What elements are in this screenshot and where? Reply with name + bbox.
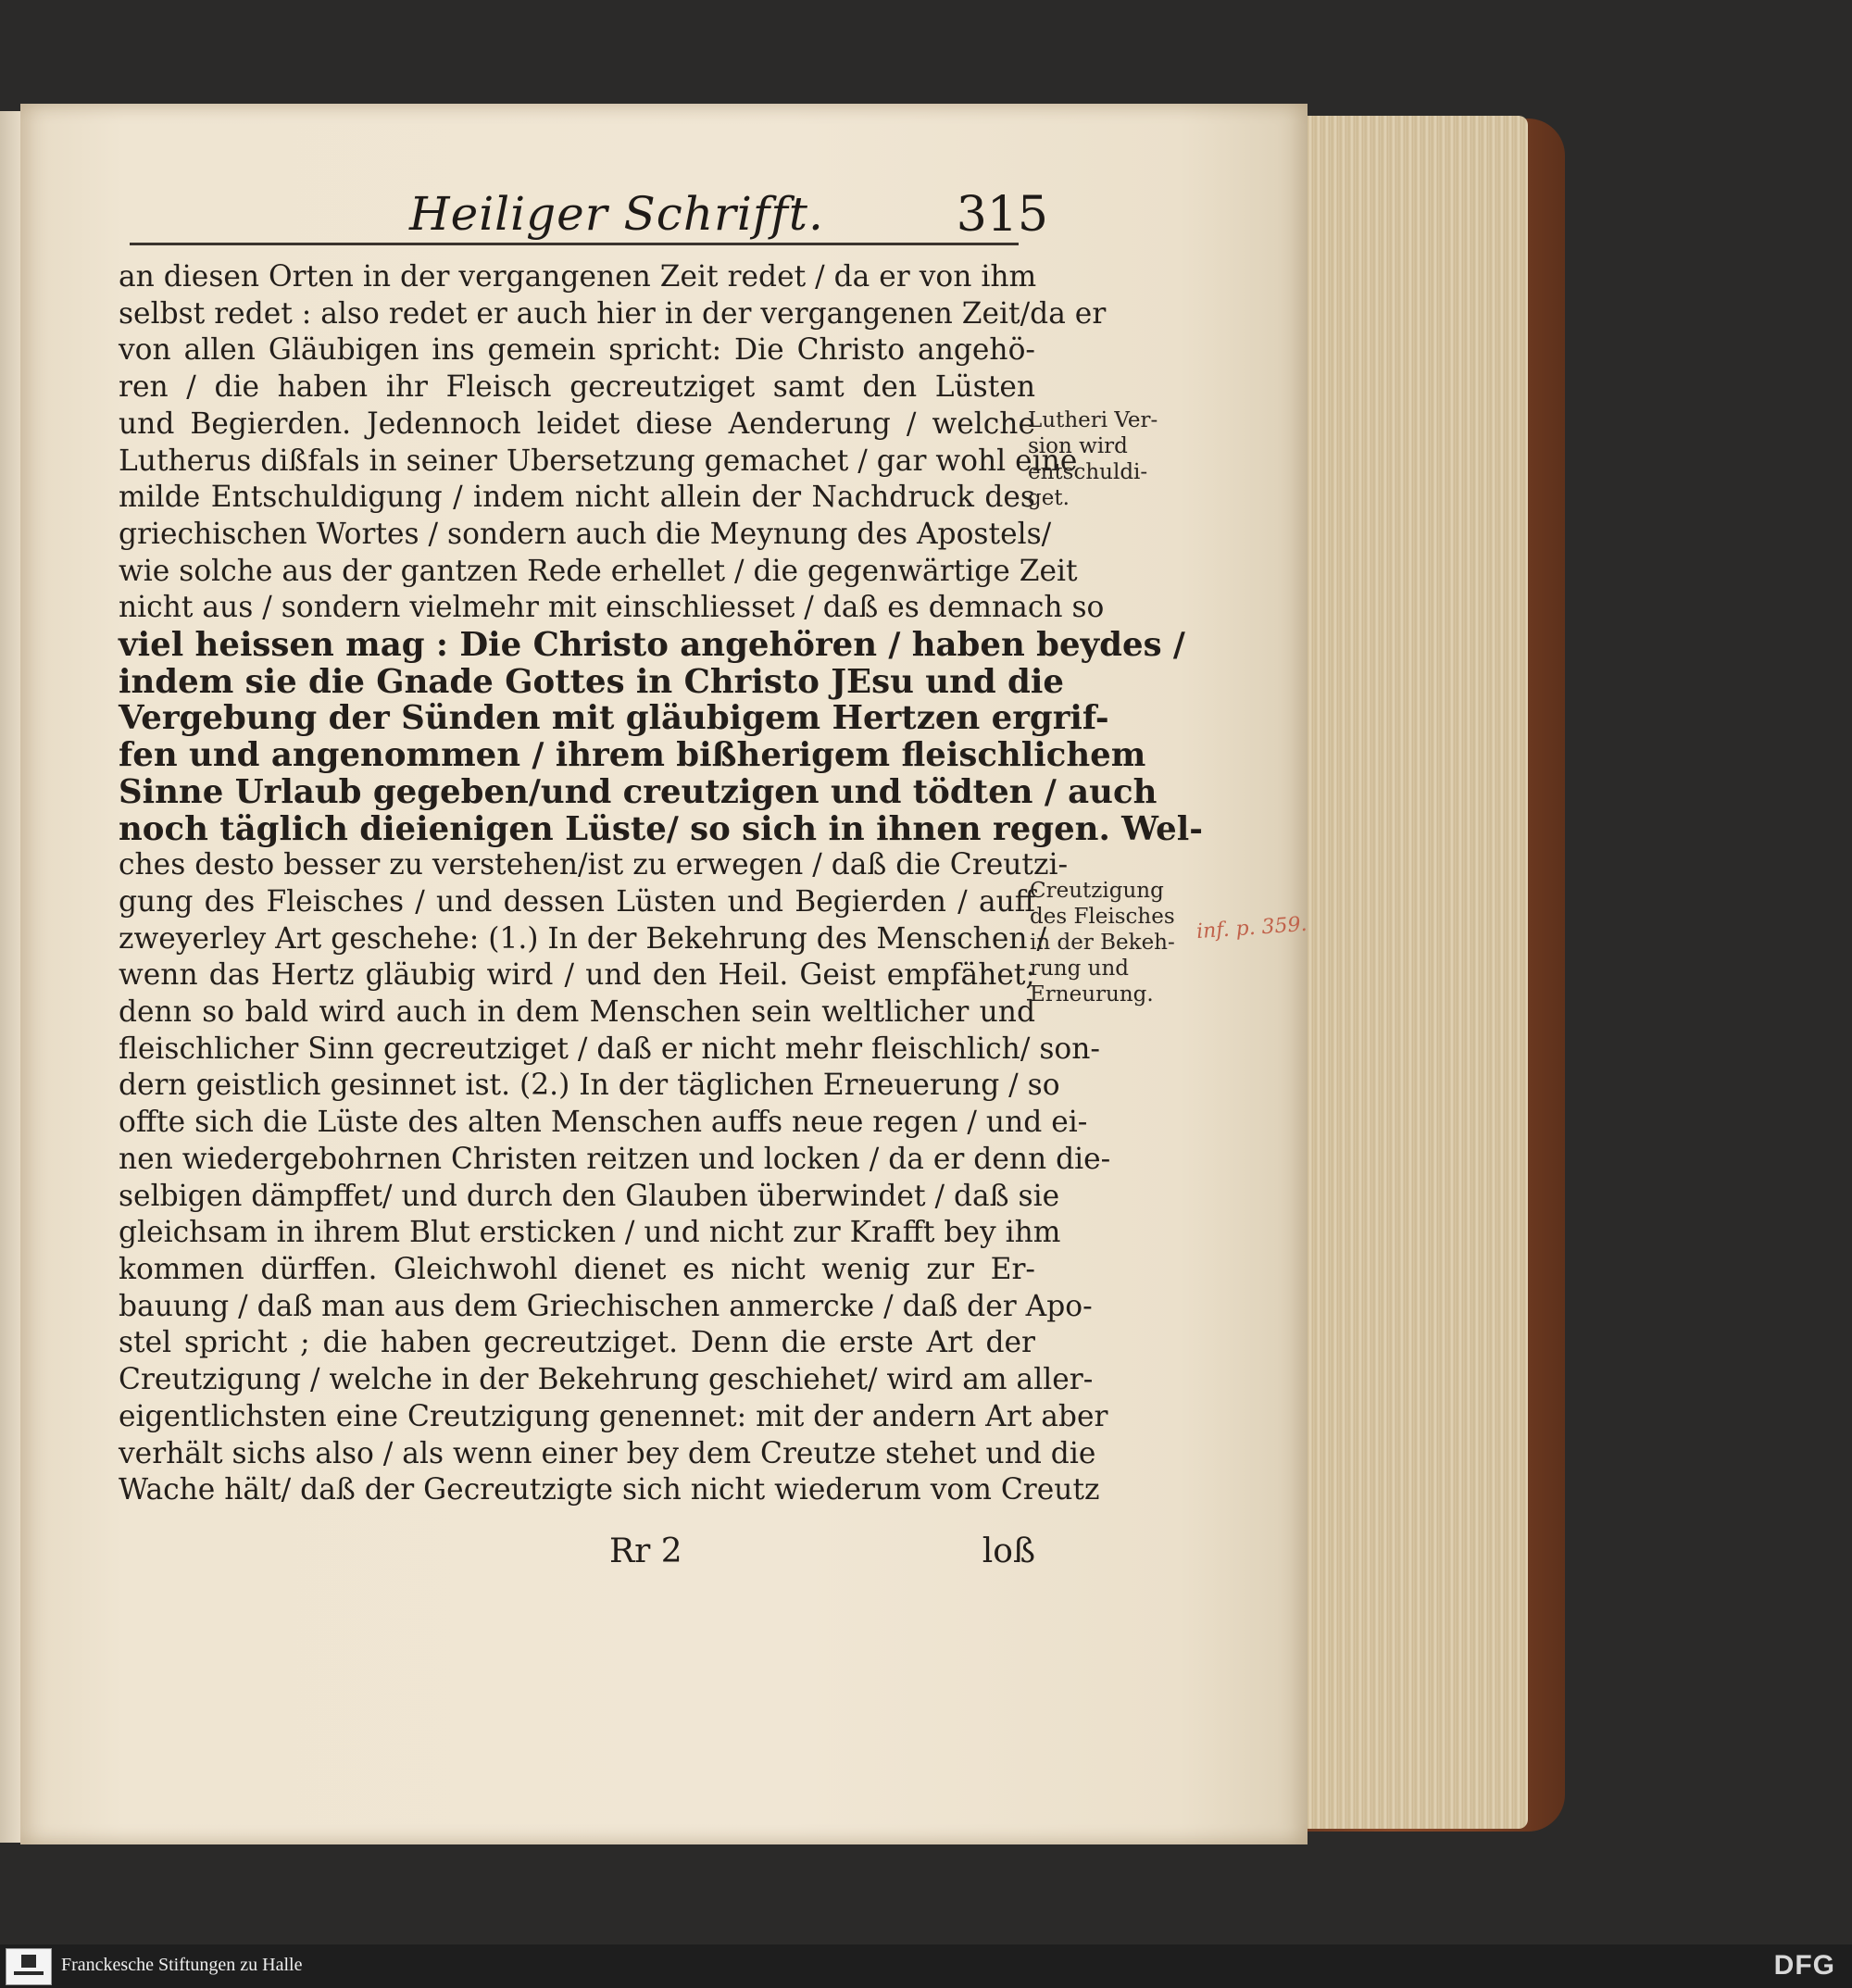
text-line: nen wiedergebohrnen Christen reitzen und locken / da er denn die- bbox=[119, 1142, 1111, 1176]
header-rule bbox=[130, 243, 1019, 245]
marginal-line: sion wird bbox=[1028, 434, 1128, 458]
text-line: Vergebung der Sünden mit gläubigem Hertzen ergrif- bbox=[119, 699, 1109, 738]
marginal-note-creutzigung bbox=[1030, 878, 1187, 1007]
page-footer bbox=[119, 1532, 1035, 1569]
text-line: gung des Fleisches / und dessen Lüsten und Begierden / auff bbox=[119, 884, 1035, 919]
text-line: stel spricht ; die haben gecreutziget. Denn die erste Art der bbox=[119, 1326, 1035, 1360]
signature-mark: Rr 2 bbox=[609, 1532, 682, 1570]
text-line: eigentlichsten eine Creutzigung genennet: mit der andern Art aber bbox=[119, 1399, 1108, 1433]
text-line: ren / die haben ihr Fleisch gecreutziget samt den Lüsten bbox=[119, 370, 1035, 405]
text-line: gleichsam in ihrem Blut ersticken / und nicht zur Krafft bey ihm bbox=[119, 1216, 1061, 1250]
text-line: nicht aus / sondern vielmehr mit einschliesset / daß es demnach so bbox=[119, 591, 1105, 625]
text-line: Wache hält/ daß der Gecreutzigte sich nicht wiederum vom Creutz bbox=[119, 1473, 1100, 1507]
text-line: selbst redet : also redet er auch hier in der vergangenen Zeit/da er bbox=[119, 296, 1107, 331]
francke-foundations-logo-icon[interactable] bbox=[6, 1948, 52, 1985]
text-line: ches desto besser zu verstehen/ist zu erwegen / daß die Creutzi- bbox=[119, 848, 1069, 882]
text-line: und Begierden. Jedennoch leidet diese Aenderung / welche bbox=[119, 406, 1035, 441]
text-line: von allen Gläubigen ins gemein spricht: Die Christo angehö- bbox=[119, 333, 1035, 368]
dfg-logo[interactable]: DFG bbox=[1773, 1950, 1835, 1981]
marginal-line: in der Bekeh- bbox=[1030, 931, 1175, 955]
text-line: Creutzigung / welche in der Bekehrung geschiehet/ wird am aller- bbox=[119, 1363, 1094, 1397]
marginal-line: entschuldi- bbox=[1028, 460, 1148, 484]
text-line: selbigen dämpffet/ und durch den Glauben überwindet / daß sie bbox=[119, 1179, 1060, 1213]
text-line: bauung / daß man aus dem Griechischen anmercke / daß der Apo- bbox=[119, 1289, 1093, 1323]
text-line: verhält sichs also / als wenn einer bey dem Creutze stehet und die bbox=[119, 1436, 1096, 1470]
text-line: kommen dürffen. Gleichwohl dienet es nicht wenig zur Er- bbox=[119, 1252, 1035, 1286]
marginal-line: get. bbox=[1028, 486, 1070, 510]
handwritten-annotation: inf. p. 359. bbox=[1195, 912, 1308, 944]
text-line: wenn das Hertz gläubig wird / und den Heil. Geist empfähet; bbox=[119, 958, 1035, 993]
page-edges bbox=[1296, 116, 1528, 1829]
text-line: zweyerley Art geschehe: (1.) In der Bekehrung des Menschen / bbox=[119, 921, 1046, 956]
marginal-line: Lutheri Ver- bbox=[1028, 408, 1158, 432]
marginal-line: rung und bbox=[1030, 956, 1130, 981]
institution-name[interactable]: Franckesche Stiftungen zu Halle bbox=[61, 1955, 303, 1975]
text-line: griechischen Wortes / sondern auch die Meynung des Apostels/ bbox=[119, 517, 1052, 551]
marginal-note-lutheri bbox=[1028, 407, 1185, 511]
marginal-line: des Fleisches bbox=[1030, 905, 1175, 929]
marginal-line: Creutzigung bbox=[1030, 879, 1164, 903]
text-line: an diesen Orten in der vergangenen Zeit redet / da er von ihm bbox=[119, 260, 1037, 294]
running-title: Heiliger Schrifft. bbox=[409, 187, 824, 241]
text-line: viel heissen mag : Die Christo angehören / haben beydes / bbox=[119, 626, 1185, 665]
text-line: noch täglich dieienigen Lüste/ so sich in ihnen regen. Wel- bbox=[119, 809, 1203, 848]
page-number: 315 bbox=[956, 187, 1048, 243]
catchword: loß bbox=[982, 1532, 1035, 1570]
text-line: milde Entschuldigung / indem nicht allein der Nachdruck des bbox=[119, 481, 1035, 515]
text-line: denn so bald wird auch in dem Menschen sein weltlicher und bbox=[119, 995, 1035, 1030]
text-line: fen und angenommen / ihrem bißherigem fleischlichem bbox=[119, 736, 1146, 775]
facing-page-edge bbox=[0, 111, 20, 1843]
viewer-footer-bar bbox=[0, 1944, 1852, 1988]
page-header bbox=[409, 187, 1048, 261]
marginal-line: Erneurung. bbox=[1030, 982, 1154, 1007]
text-line: Sinne Urlaub gegeben/und creutzigen und tödten / auch bbox=[119, 772, 1158, 811]
text-line: dern geistlich gesinnet ist. (2.) In der täglichen Erneuerung / so bbox=[119, 1069, 1060, 1103]
text-line: indem sie die Gnade Gottes in Christo JEsu und die bbox=[119, 662, 1064, 701]
text-line: offte sich die Lüste des alten Menschen auffs neue regen / und ei- bbox=[119, 1106, 1088, 1140]
text-line: wie solche aus der gantzen Rede erhellet / die gegenwärtige Zeit bbox=[119, 554, 1078, 588]
text-line: Lutherus dißfals in seiner Ubersetzung gemachet / gar wohl eine bbox=[119, 444, 1078, 478]
text-line: fleischlicher Sinn gecreutziget / daß er nicht mehr fleischlich/ son- bbox=[119, 1032, 1100, 1066]
